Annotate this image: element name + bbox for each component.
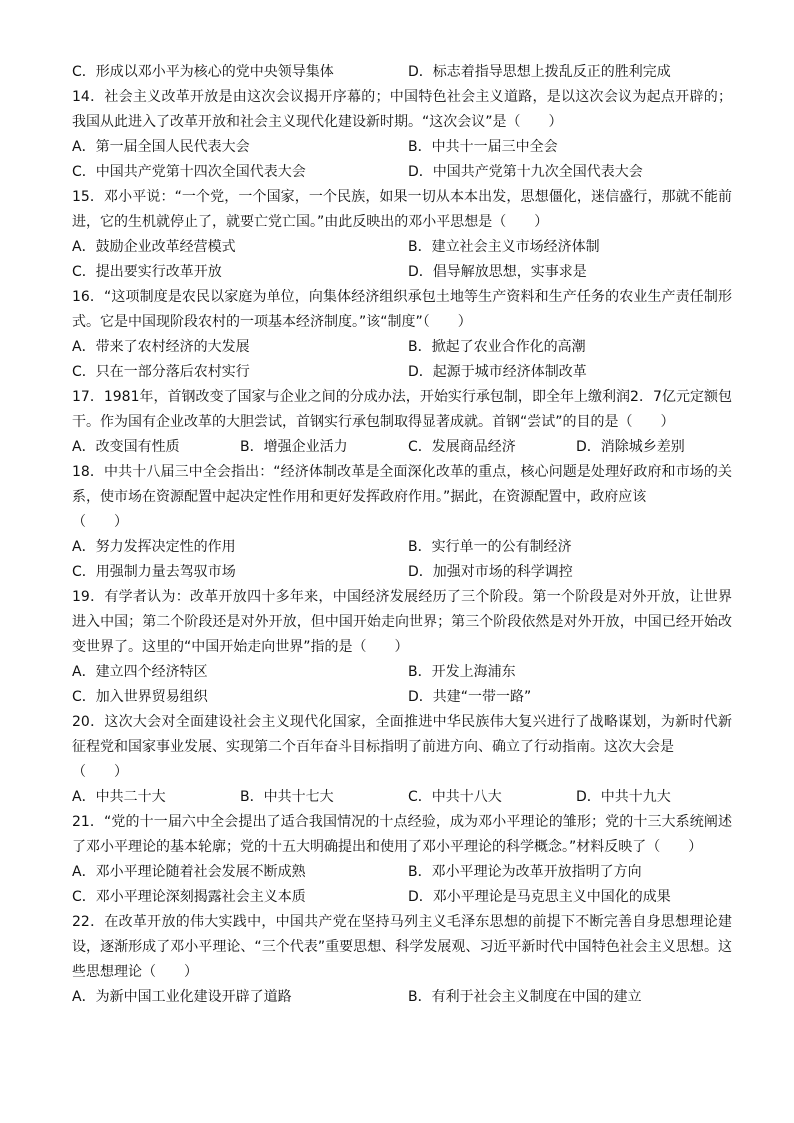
option-a: A．邓小平理论随着社会发展不断成熟 <box>72 864 306 880</box>
question-21 <box>72 810 732 910</box>
question-22 <box>72 910 732 1010</box>
question-stem: 21．“党的十一届六中全会提出了适合我国情况的十点经验，成为邓小平理论的雏形；党的十三大系统阐述了邓小平理论的基本轮廓；党的十五大明确提出和使用了邓小平理论的科学概念。”材料反映了（ ） <box>72 814 732 855</box>
option-b: B．邓小平理论为改革开放指明了方向 <box>408 864 642 880</box>
option-b: B．开发上海浦东 <box>408 664 516 680</box>
option-d: D．共建“一带一路” <box>408 689 532 705</box>
option-c: C．只在一部分落后农村实行 <box>72 364 250 380</box>
option-c: C．提出要实行改革开放 <box>72 264 222 280</box>
option-a: A．第一届全国人民代表大会 <box>72 139 250 155</box>
question-20 <box>72 710 732 810</box>
question-stem: 17．1981年，首钢改变了国家与企业之间的分成办法，开始实行承包制，即全年上缴利润2．7亿元定额包干。作为国有企业改革的大胆尝试，首钢实行承包制取得显著成就。首钢“尝试”的目的是（ ） <box>72 389 732 430</box>
question-stem: 15．邓小平说：“一个党，一个国家，一个民族，如果一切从本本出发，思想僵化，迷信盛行，那就不能前进，它的生机就停止了，就要亡党亡国。”由此反映出的邓小平思想是（ ） <box>72 189 732 230</box>
question-stem: 20．这次大会对全面建设社会主义现代化国家，全面推进中华民族伟大复兴进行了战略谋划，为新时代新征程党和国家事业发展、实现第二个百年奋斗目标指明了前进方向、确立了行动指南。这次大会是 <box>72 714 732 755</box>
answer-blank: （ ） <box>72 764 128 780</box>
option-c: C．邓小平理论深刻揭露社会主义本质 <box>72 889 306 905</box>
question-stem: 18．中共十八届三中全会指出：“经济体制改革是全面深化改革的重点，核心问题是处理好政府和市场的关系，使市场在资源配置中起决定性作用和更好发挥政府作用。”据此，在资源配置中，政府应该 <box>72 464 732 505</box>
option-a: A．为新中国工业化建设开辟了道路 <box>72 989 292 1005</box>
option-c: C．发展商品经济 <box>408 439 516 455</box>
question-stem: 22．在改革开放的伟大实践中，中国共产党在坚持马列主义毛泽东思想的前提下不断完善自身思想理论建设，逐渐形成了邓小平理论、“三个代表”重要思想、科学发展观、习近平新时代中国特色社会主义思想。这些思想理论（ ） <box>72 914 732 980</box>
question-19 <box>72 585 732 710</box>
option-a: A．建立四个经济特区 <box>72 664 208 680</box>
question-stem: 19．有学者认为：改革开放四十多年来，中国经济发展经历了三个阶段。第一个阶段是对外开放，让世界进入中国；第二个阶段还是对外开放，但中国开始走向世界；第三个阶段依然是对外开放，中国已经开始改变世界了。这里的“中国开始走向世界”指的是（ ） <box>72 589 732 655</box>
q13-option-c: C．形成以邓小平为核心的党中央领导集体 <box>72 64 334 80</box>
question-15 <box>72 185 732 285</box>
option-d: D．加强对市场的科学调控 <box>408 564 573 580</box>
option-b: B．实行单一的公有制经济 <box>408 539 572 555</box>
option-c: C．中国共产党第十四次全国代表大会 <box>72 164 306 180</box>
question-18 <box>72 460 732 585</box>
q13-option-d: D．标志着指导思想上拨乱反正的胜利完成 <box>408 64 671 80</box>
exam-page <box>72 60 732 1010</box>
option-d: D．中共十九大 <box>576 789 671 805</box>
answer-blank: （ ） <box>72 514 128 530</box>
question-16 <box>72 285 732 385</box>
question-13-options <box>72 60 732 85</box>
option-d: D．消除城乡差别 <box>576 439 685 455</box>
option-b: B．中共十一届三中全会 <box>408 139 558 155</box>
question-14 <box>72 85 732 185</box>
option-d: D．起源于城市经济体制改革 <box>408 364 587 380</box>
question-stem: 14．社会主义改革开放是由这次会议揭开序幕的；中国特色社会主义道路，是以这次会议为起点开辟的；我国从此进入了改革开放和社会主义现代化建设新时期。“这次会议”是（ ） <box>72 89 732 130</box>
option-b: B．有利于社会主义制度在中国的建立 <box>408 989 642 1005</box>
option-c: C．用强制力量去驾驭市场 <box>72 564 236 580</box>
option-d: D．倡导解放思想，实事求是 <box>408 264 587 280</box>
option-a: A．带来了农村经济的大发展 <box>72 339 250 355</box>
option-d: D．邓小平理论是马克思主义中国化的成果 <box>408 889 671 905</box>
option-a: A．努力发挥决定性的作用 <box>72 539 236 555</box>
option-a: A．中共二十大 <box>72 789 166 805</box>
option-b: B．掀起了农业合作化的高潮 <box>408 339 586 355</box>
option-c: C．中共十八大 <box>408 789 502 805</box>
option-a: A．鼓励企业改革经营模式 <box>72 239 236 255</box>
option-b: B．中共十七大 <box>240 789 334 805</box>
option-a: A．改变国有性质 <box>72 439 180 455</box>
question-stem: 16．“这项制度是农民以家庭为单位，向集体经济组织承包土地等生产资料和生产任务的农业生产责任制形式。它是中国现阶段农村的一项基本经济制度。”该“制度”（ ） <box>72 289 732 330</box>
option-c: C．加入世界贸易组织 <box>72 689 208 705</box>
option-d: D．中国共产党第十九次全国代表大会 <box>408 164 643 180</box>
option-b: B．增强企业活力 <box>240 439 348 455</box>
question-17 <box>72 385 732 460</box>
option-b: B．建立社会主义市场经济体制 <box>408 239 600 255</box>
